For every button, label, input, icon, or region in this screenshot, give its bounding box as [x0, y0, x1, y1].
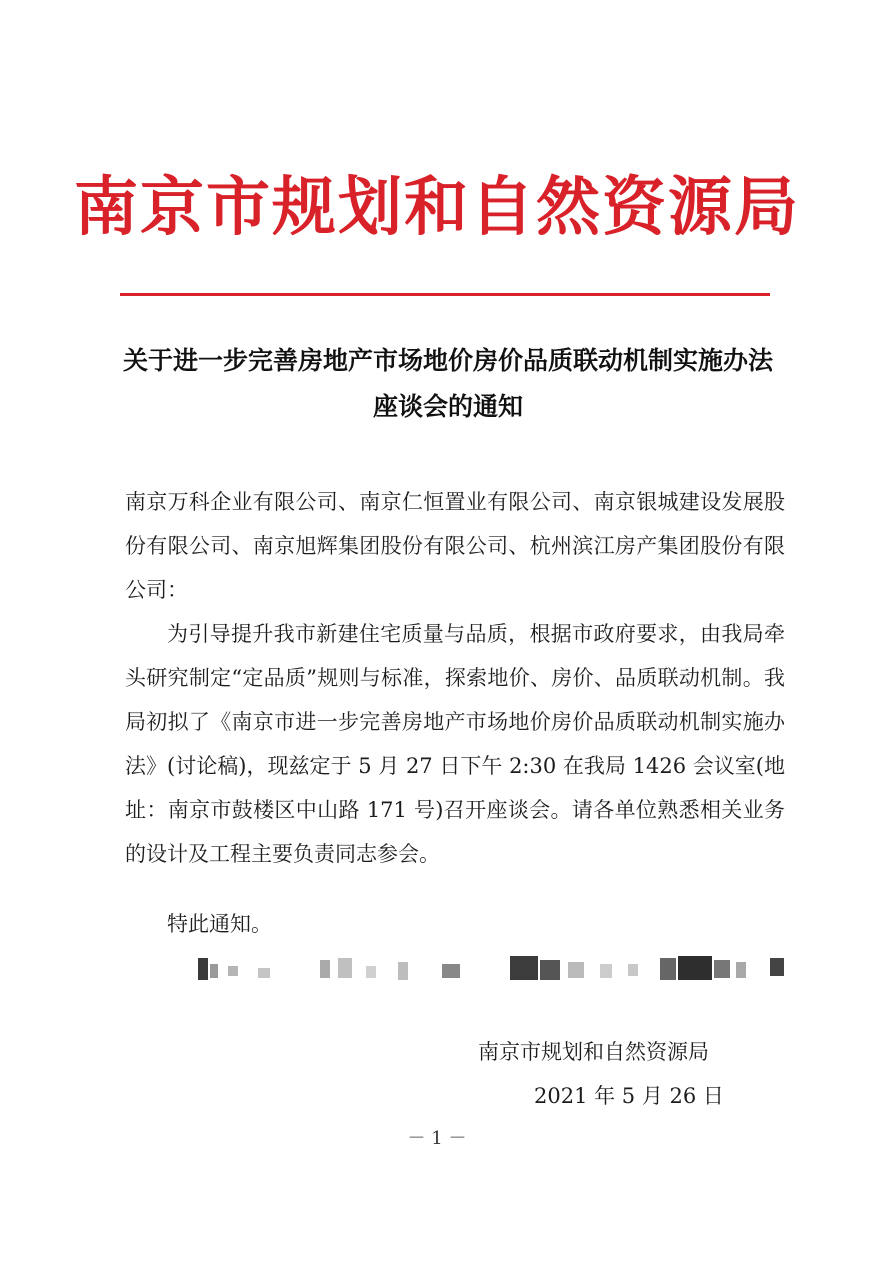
- notice-body: 为引导提升我市新建住宅质量与品质，根据市政府要求，由我局牵头研究制定“定品质”规则与标准，探索地价、房价、品质联动机制。我局初拟了《南京市进一步完善房地产市场地价房价品质联动机制实施办法》(讨论稿)，现兹定于 5 月 27 日下午 2:30 在我局 1426 会议室(地址：南京市鼓楼区中山路 171 号)召开座谈会。请各单位熟悉相关业务的设计及工程主要负责同志参会。: [125, 622, 785, 866]
- signature-org: 南京市规划和自然资源局: [478, 1040, 709, 1064]
- page-number: － 1 －: [407, 1128, 467, 1149]
- signature-date: 2021 年 5 月 26 日: [534, 1084, 724, 1108]
- notice-title: 关于进一步完善房地产市场地价房价品质联动机制实施办法座谈会的通知: [122, 346, 773, 421]
- letterhead-red-rule: [120, 293, 770, 296]
- closing-phrase: 特此通知。: [167, 912, 272, 936]
- redacted-line: [180, 950, 790, 990]
- addressee-list: 南京万科企业有限公司、南京仁恒置业有限公司、南京银城建设发展股份有限公司、南京旭辉集团股份有限公司、杭州滨江房产集团股份有限公司：: [125, 490, 785, 602]
- letterhead-org-title: 南京市规划和自然资源局: [74, 171, 800, 245]
